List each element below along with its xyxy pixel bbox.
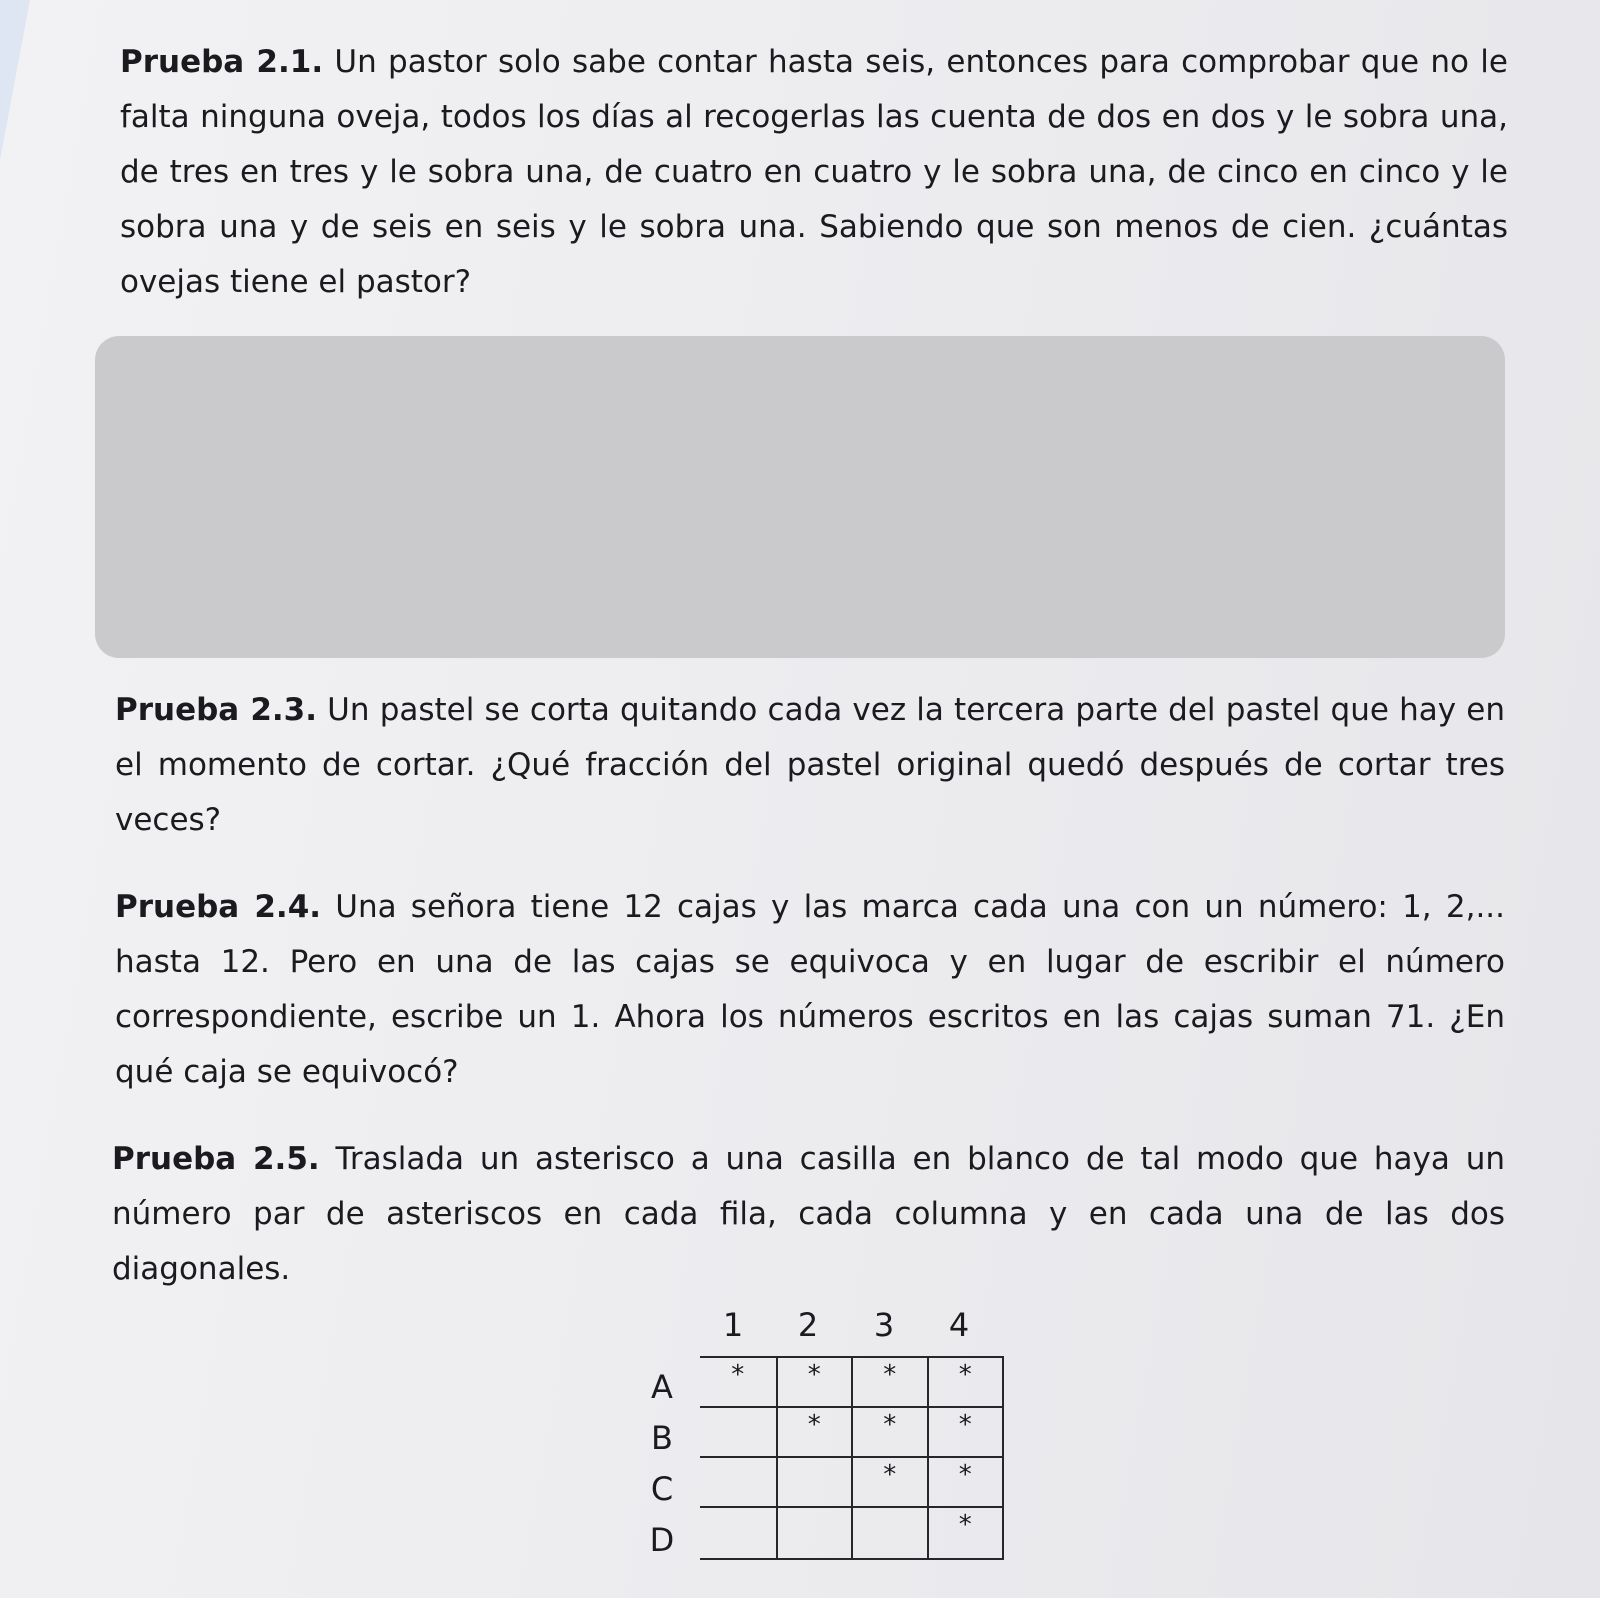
- problem-2-3-text: Un pastel se corta quitando cada vez la tercera parte del pastel que hay en el momento de cortar. ¿Qué fracción del pastel original quedó después de cortar tres veces?: [115, 692, 1505, 838]
- problem-2-1-label: Prueba 2.1.: [120, 44, 324, 80]
- grid-row-label-c: C: [650, 1470, 674, 1508]
- grid-column-label-1: 1: [722, 1306, 744, 1344]
- grid-cell-d2: [776, 1508, 852, 1558]
- grid-cell-c2: [776, 1458, 852, 1508]
- grid-row-label-a: A: [651, 1368, 673, 1406]
- grid-cell-b1: [700, 1408, 776, 1458]
- grid-cell-c4: *: [927, 1458, 1003, 1508]
- page-corner: [0, 0, 30, 160]
- problem-2-3: [115, 683, 1505, 848]
- grid-cell-d4: *: [927, 1508, 1003, 1558]
- grid-cell-c1: [700, 1458, 776, 1508]
- problem-2-5-label: Prueba 2.5.: [112, 1141, 320, 1177]
- problem-2-4-label: Prueba 2.4.: [115, 889, 322, 925]
- problem-2-5-text: Traslada un asterisco a una casilla en blanco de tal modo que haya un número par de asteriscos en cada fila, cada columna y en cada una de las dos diagonales.: [112, 1141, 1505, 1287]
- grid-cell-c3: *: [851, 1458, 927, 1508]
- asterisk-grid: [700, 1356, 1004, 1560]
- grid-column-label-4: 4: [948, 1306, 970, 1344]
- grid-cell-a2: *: [776, 1358, 852, 1408]
- grid-row-label-b: B: [651, 1419, 673, 1457]
- problem-2-1-text: Un pastor solo sabe contar hasta seis, entonces para comprobar que no le falta ninguna oveja, todos los días al recogerlas las cuenta de dos en dos y le sobra una, de tres en tres y le sobra una, de cuatro en cuatro y le sobra una, de cinco en cinco y le sobra una y de seis en seis y le sobra una. Sabiendo que son menos de cien. ¿cuántas ovejas tiene el pastor?: [120, 44, 1508, 300]
- grid-cell-b4: *: [927, 1408, 1003, 1458]
- grid-cell-b2: *: [776, 1408, 852, 1458]
- problem-2-1: [120, 35, 1508, 310]
- grid-cell-d1: [700, 1508, 776, 1558]
- grid-cell-b3: *: [851, 1408, 927, 1458]
- problem-2-4-text: Una señora tiene 12 cajas y las marca cada una con un número: 1, 2,... hasta 12. Pero en una de las cajas se equivoca y en lugar de escribir el número correspondiente, escribe un 1. Ahora los números escritos en las cajas suman 71. ¿En qué caja se equivocó?: [115, 889, 1505, 1090]
- grid-cell-a1: *: [700, 1358, 776, 1408]
- grid-row-label-d: D: [649, 1521, 675, 1559]
- redacted-block: [95, 336, 1505, 658]
- grid-cell-a3: *: [851, 1358, 927, 1408]
- problem-2-3-label: Prueba 2.3.: [115, 692, 318, 728]
- grid-cell-a4: *: [927, 1358, 1003, 1408]
- problem-2-5: [112, 1132, 1505, 1297]
- grid-column-label-3: 3: [873, 1306, 895, 1344]
- grid-cell-d3: [851, 1508, 927, 1558]
- problem-2-4: [115, 880, 1505, 1100]
- grid-column-label-2: 2: [797, 1306, 819, 1344]
